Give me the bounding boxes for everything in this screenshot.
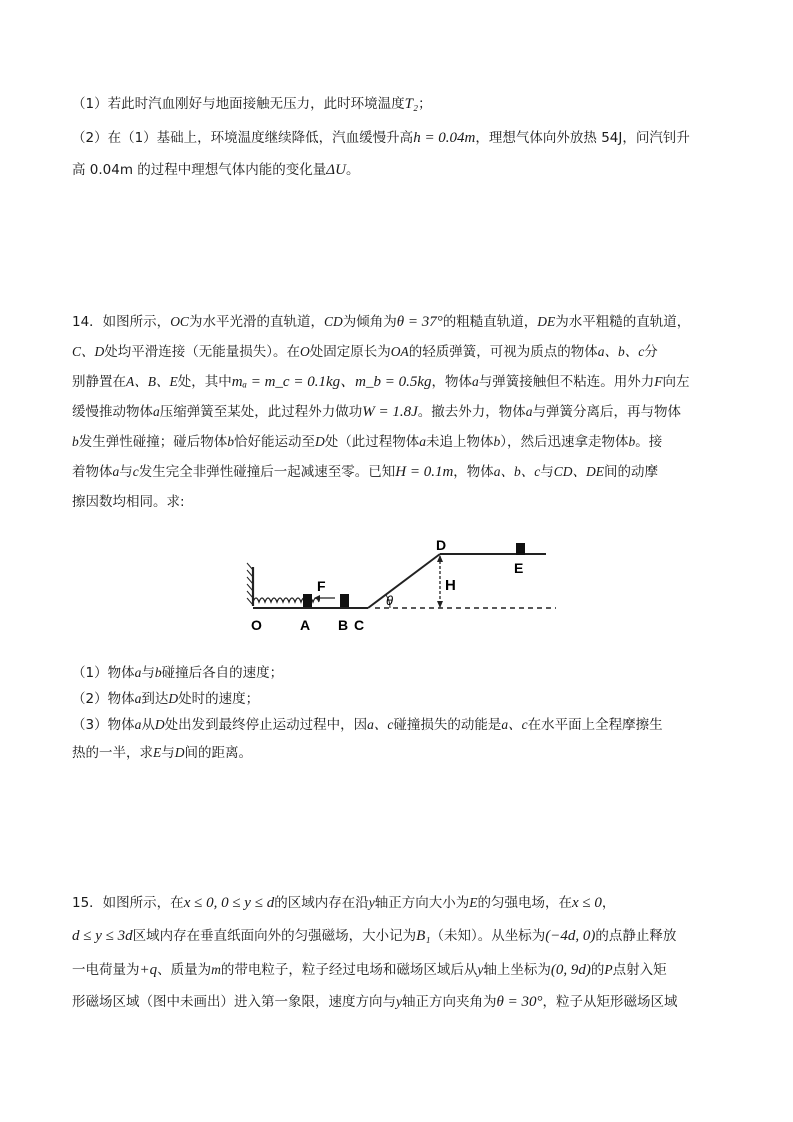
label-H: H — [445, 577, 456, 594]
label-A: A — [300, 617, 311, 633]
block-c — [516, 543, 525, 555]
label-B: B — [338, 617, 349, 633]
block-b — [340, 594, 349, 607]
label-F: F — [317, 578, 326, 594]
label-theta: θ — [386, 593, 394, 608]
q14-sub3-line1: （3）物体a从D处出发到最终停止运动过程中，因a、c碰撞损失的动能是a、c在水平面上全程摩擦生 — [72, 717, 663, 733]
label-O: O — [251, 617, 262, 633]
q14-line3: 别静置在A、B、E处，其中mₐ = m_c = 0.1kg、m_b = 0.5kg，物体a与弹簧接触但不粘连。用外力F向左 — [72, 374, 690, 390]
q14-line1: 14．如图所示，OC为水平光滑的直轨道，CD为倾角为θ = 37°的粗糙直轨道，DE为水平粗糙的直轨道， — [72, 314, 691, 330]
q15-line2: d ≤ y ≤ 3d区域内存在垂直纸面向外的匀强磁场，大小记为B₁（未知）。从坐标为(−4d, 0)的点静止释放 — [72, 928, 677, 944]
q14-line4: 缓慢推动物体a压缩弹簧至某处，此过程外力做功W = 1.8J。撤去外力，物体a与弹簧分离后，再与物体 — [72, 404, 682, 420]
label-D: D — [436, 537, 447, 553]
force-arrowhead — [314, 595, 320, 601]
q14-sub3-line2: 热的一半，求E与D间的距离。 — [72, 745, 252, 761]
track-cd — [368, 554, 440, 608]
q13-part2-line1: （2）在（1）基础上，环境温度继续降低，汽血缓慢升高h = 0.04m，理想气体向外放热 54J，问汽钊升 — [72, 130, 690, 146]
q14-sub1: （1）物体a与b碰撞后各自的速度； — [72, 665, 284, 681]
label-E: E — [514, 560, 524, 576]
q14-line5: b发生弹性碰撞；碰后物体b恰好能运动至D处（此过程物体a未追上物体b），然后迅速拿走物体b。接 — [72, 434, 663, 450]
label-C: C — [354, 617, 365, 633]
q13-part1: （1）若此时汽血刚好与地面接触无压力，此时环境温度T₂； — [72, 96, 432, 112]
q13-part2-line2: 高 0.04m 的过程中理想气体内能的变化量ΔU。 — [72, 162, 360, 178]
q14-sub2: （2）物体a到达D处时的速度； — [72, 691, 260, 707]
block-a — [303, 594, 312, 607]
q15-line3: 一电荷量为+q、质量为m的带电粒子，粒子经过电场和磁场区域后从y轴上坐标为(0, 9d)的P点射入矩 — [72, 962, 667, 978]
height-arrow-down — [437, 601, 443, 608]
q15-line1: 15．如图所示，在x ≤ 0, 0 ≤ y ≤ d的区域内存在沿y轴正方向大小为E的匀强电场，在x ≤ 0， — [72, 895, 616, 911]
q14-track-diagram — [240, 532, 570, 642]
q14-line7: 擦因数均相同。求: — [72, 494, 185, 510]
q14-line2: C、D处均平滑连接（无能量损失）。在O处固定原长为OA的轻质弹簧，可视为质点的物体a、b、c分 — [72, 344, 658, 360]
q15-line4: 形磁场区域（图中未画出）进入第一象限，速度方向与y轴正方向夹角为θ = 30°，粒子从矩形磁场区域 — [72, 994, 678, 1010]
q14-line6: 着物体a与c发生完全非弹性碰撞后一起减速至零。已知H = 0.1m，物体a、b、c与CD、DE间的动摩 — [72, 464, 659, 480]
